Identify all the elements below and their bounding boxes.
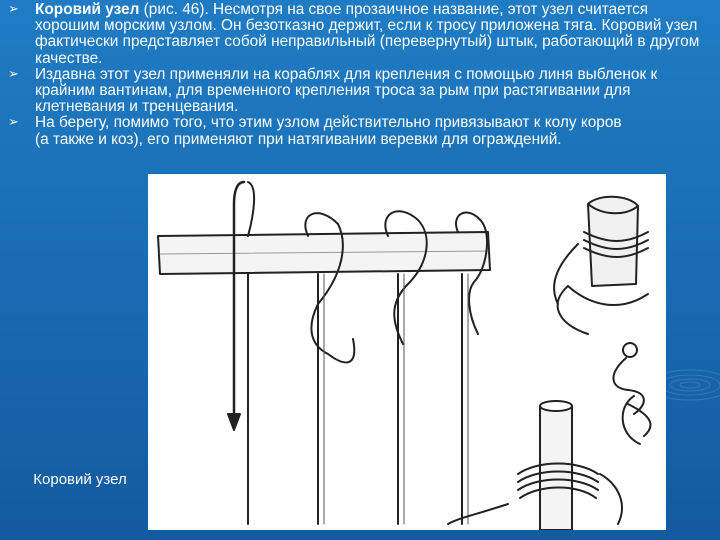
arrow-bullet-icon: ➢ xyxy=(8,115,19,131)
bullet-text: (рис. 46). Несмотря на свое прозаичное название, этот узел считается хорошим морским узлом. Он безотказно держит, если к тросу приложена тяга. Коровий узел фактически представляет собой неправильный (перевернутый) штык, работающий в другом качестве. xyxy=(35,1,700,67)
arrow-bullet-icon: ➢ xyxy=(8,66,19,82)
bullet-lead: Коровий узел xyxy=(35,1,140,18)
bullet-list xyxy=(8,2,712,148)
bullet-item xyxy=(8,67,712,116)
bullet-text: На берегу, помимо того, что этим узлом действительно привязывают к колу коров (а также и коз), его применяют при натягивании веревки для ограждений. xyxy=(35,114,622,148)
bullet-item xyxy=(8,115,712,147)
figure-caption: Коровий узел xyxy=(33,471,127,488)
bullet-text: Издавна этот узел применяли на кораблях для крепления с помощью линя выбленок к крайним вантинам, для временного крепления троса за рым при растягивании для клетневания и тренцевания. xyxy=(35,65,658,116)
arrow-bullet-icon: ➢ xyxy=(8,2,19,17)
bullet-item xyxy=(8,2,712,67)
knot-illustration xyxy=(148,174,666,530)
knot-drawing xyxy=(148,174,666,530)
